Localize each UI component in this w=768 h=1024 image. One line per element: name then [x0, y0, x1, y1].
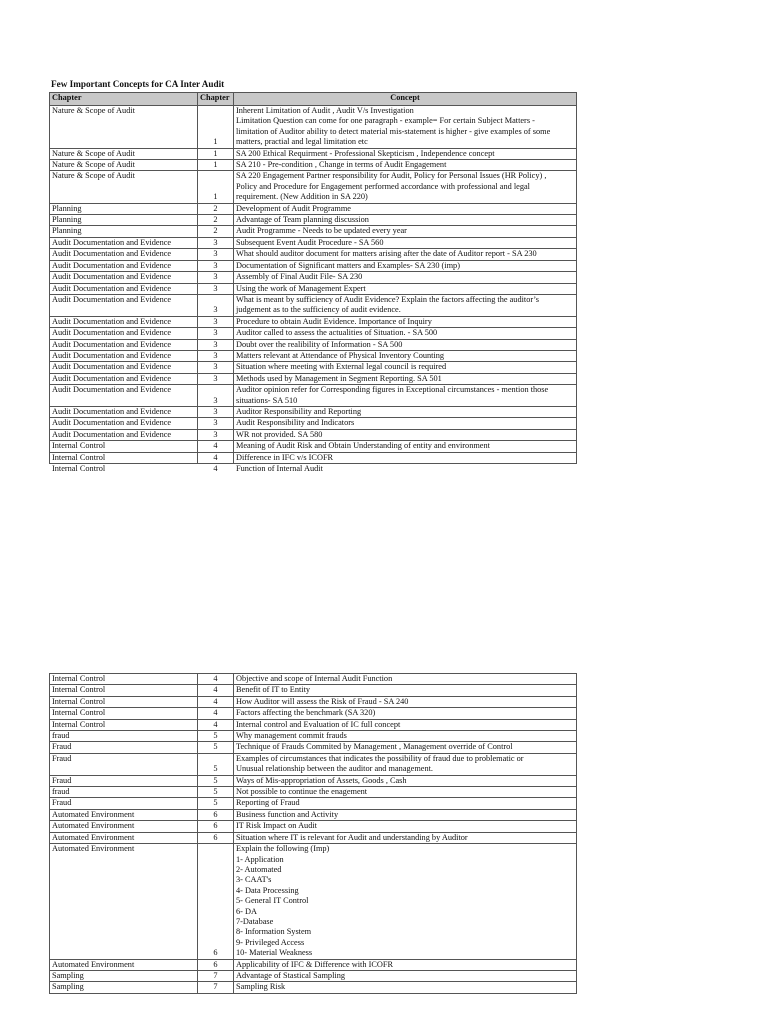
chapter-cell: Audit Documentation and Evidence — [50, 373, 198, 384]
table-row — [50, 160, 577, 171]
table-row — [50, 775, 577, 786]
document-title: Few Important Concepts for CA Inter Audit — [51, 79, 225, 89]
chapter-number-cell: 4 — [213, 464, 218, 473]
table-row — [50, 719, 577, 730]
concept-cell: Audit Programme - Needs to be updated every year — [234, 226, 577, 237]
chapter-cell: Nature & Scope of Audit — [50, 148, 198, 159]
concept-cell: Advantage of Stastical Sampling — [234, 970, 577, 981]
chapter-number-cell: 5 — [198, 742, 234, 753]
table-row — [50, 464, 577, 475]
chapter-cell: fraud — [50, 731, 198, 742]
concept-cell: Explain the following (Imp) 1- Application 2- Automated 3- CAAT's 4- Data Processing 5- General IT Control 6- DA 7-Database 8- Information System 9- Privileged Access 10- Material Weakness — [234, 844, 577, 959]
concept-cell: Factors affecting the benchmark (SA 320) — [234, 708, 577, 719]
chapter-cell: Internal Control — [50, 685, 198, 696]
table-row — [50, 798, 577, 809]
chapter-cell: Audit Documentation and Evidence — [50, 272, 198, 283]
table-row — [50, 350, 577, 361]
concept-cell: Business function and Activity — [234, 809, 577, 820]
chapter-number-cell: 5 — [198, 798, 234, 809]
concept-cell: Advantage of Team planning discussion — [234, 215, 577, 226]
table-row — [50, 203, 577, 214]
concept-cell: WR not provided. SA 580 — [234, 429, 577, 440]
chapter-cell: Fraud — [50, 775, 198, 786]
chapter-cell: Planning — [50, 203, 198, 214]
chapter-cell: Audit Documentation and Evidence — [50, 328, 198, 339]
table-row — [50, 316, 577, 327]
concept-cell: Objective and scope of Internal Audit Function — [234, 674, 577, 685]
table-row — [50, 753, 577, 775]
table-row — [50, 226, 577, 237]
table-row — [50, 821, 577, 832]
chapter-number-cell: 5 — [198, 753, 234, 775]
chapter-number-cell: 5 — [198, 731, 234, 742]
chapter-cell: Audit Documentation and Evidence — [50, 429, 198, 440]
chapter-cell: Audit Documentation and Evidence — [50, 237, 198, 248]
concept-cell: Benefit of IT to Entity — [234, 685, 577, 696]
concept-cell: Not possible to continue the enagement — [234, 787, 577, 798]
header-chapter-number: Chapter — [198, 93, 234, 106]
table-row — [50, 787, 577, 798]
chapter-number-cell: 3 — [198, 429, 234, 440]
chapter-cell: Audit Documentation and Evidence — [50, 339, 198, 350]
chapter-number-cell: 4 — [198, 708, 234, 719]
concept-cell: SA 200 Ethical Requirment - Professional Skepticism , Independence concept — [234, 148, 577, 159]
concept-cell: Applicability of IFC & Difference with ICOFR — [234, 959, 577, 970]
chapter-number-cell: 6 — [198, 809, 234, 820]
chapter-cell: Audit Documentation and Evidence — [50, 362, 198, 373]
chapter-cell: Audit Documentation and Evidence — [50, 249, 198, 260]
table-row — [50, 215, 577, 226]
table-row — [50, 171, 577, 203]
table-row — [50, 429, 577, 440]
chapter-cell: Automated Environment — [50, 844, 198, 959]
chapter-number-cell: 7 — [198, 982, 234, 993]
chapter-cell: Internal Control — [50, 674, 198, 685]
chapter-number-cell: 4 — [198, 452, 234, 463]
chapter-cell: Planning — [50, 215, 198, 226]
concept-cell: Difference in IFC v/s ICOFR — [234, 452, 577, 463]
chapter-cell: Internal Control — [50, 696, 198, 707]
chapter-number-cell: 3 — [198, 237, 234, 248]
chapter-cell: Audit Documentation and Evidence — [50, 260, 198, 271]
chapter-number-cell: 3 — [198, 316, 234, 327]
chapter-cell: Audit Documentation and Evidence — [50, 385, 198, 407]
table-row — [50, 970, 577, 981]
chapter-cell: Internal Control — [50, 441, 198, 452]
table-row — [50, 685, 577, 696]
chapter-cell: Internal Control — [50, 708, 198, 719]
chapter-number-cell: 6 — [198, 844, 234, 959]
concept-cell: SA 220 Engagement Partner responsibility for Audit, Policy for Personal Issues (HR Policy) , Policy and Procedure for Engagement performed accordance with professional and legal requirement. (New Addition in SA 220) — [234, 171, 577, 203]
chapter-cell: Audit Documentation and Evidence — [50, 316, 198, 327]
table-row — [50, 742, 577, 753]
chapter-number-cell: 5 — [198, 787, 234, 798]
table-row — [50, 844, 577, 959]
concept-cell: What is meant by sufficiency of Audit Evidence? Explain the factors affecting the auditor’s judgement as to the sufficiency of audit evidence. — [234, 294, 577, 316]
chapter-cell: Automated Environment — [50, 959, 198, 970]
chapter-number-cell: 3 — [198, 294, 234, 316]
chapter-number-cell: 4 — [198, 719, 234, 730]
concept-cell: Meaning of Audit Risk and Obtain Understanding of entity and environment — [234, 441, 577, 452]
concept-cell: Procedure to obtain Audit Evidence. Importance of Inquiry — [234, 316, 577, 327]
chapter-number-cell: 3 — [198, 362, 234, 373]
chapter-number-cell: 4 — [198, 696, 234, 707]
concept-cell: Auditor Responsibility and Reporting — [234, 406, 577, 417]
table-row — [50, 260, 577, 271]
chapter-cell: Automated Environment — [50, 832, 198, 843]
chapter-number-cell: 5 — [198, 775, 234, 786]
table-row — [50, 237, 577, 248]
concept-cell: Auditor called to assess the actualities of Situation. - SA 500 — [234, 328, 577, 339]
table-row — [50, 441, 577, 452]
concept-cell: Examples of circumstances that indicates the possibility of fraud due to problematic or Unusual relationship between the auditor and management. — [234, 753, 577, 775]
chapter-cell: Nature & Scope of Audit — [50, 106, 198, 149]
chapter-number-cell: 3 — [198, 249, 234, 260]
chapter-number-cell: 3 — [198, 418, 234, 429]
concepts-table-part-1 — [49, 92, 577, 475]
table-body-2 — [50, 674, 577, 994]
table-row — [50, 406, 577, 417]
chapter-number-cell: 6 — [198, 959, 234, 970]
chapter-cell: Nature & Scope of Audit — [50, 171, 198, 203]
concept-cell: Doubt over the realibility of Information - SA 500 — [234, 339, 577, 350]
table-row — [50, 373, 577, 384]
chapter-number-cell: 3 — [198, 406, 234, 417]
concept-cell: Using the work of Management Expert — [234, 283, 577, 294]
concept-cell: How Auditor will assess the Risk of Fraud - SA 240 — [234, 696, 577, 707]
header-chapter: Chapter — [50, 93, 198, 106]
chapter-cell: Sampling — [50, 982, 198, 993]
concept-cell: IT Risk Impact on Audit — [234, 821, 577, 832]
chapter-number-cell: 3 — [198, 272, 234, 283]
concept-cell: Inherent Limitation of Audit , Audit V/s Investigation Limitation Question can come for one paragraph - example= For certain Subject Matters - limitation of Auditor ability to detect material mis-statement is higher - give examples of some matters, practial and legal limitation etc — [234, 106, 577, 149]
chapter-cell: Sampling — [50, 970, 198, 981]
chapter-cell: Nature & Scope of Audit — [50, 160, 198, 171]
chapter-number-cell: 1 — [198, 148, 234, 159]
chapter-cell: Audit Documentation and Evidence — [50, 283, 198, 294]
chapter-number-cell: 2 — [198, 215, 234, 226]
concept-cell: Why management commit frauds — [234, 731, 577, 742]
table-row — [50, 106, 577, 149]
chapter-cell: fraud — [50, 787, 198, 798]
concept-cell: Situation where meeting with External legal council is required — [234, 362, 577, 373]
table-row — [50, 959, 577, 970]
chapter-number-cell: 4 — [198, 674, 234, 685]
chapter-cell: Audit Documentation and Evidence — [50, 294, 198, 316]
table-row — [50, 249, 577, 260]
concepts-table-part-2 — [49, 673, 577, 994]
table-header-row — [50, 93, 577, 106]
table-row — [50, 148, 577, 159]
chapter-number-cell: 2 — [198, 203, 234, 214]
table-row — [50, 328, 577, 339]
chapter-cell: Audit Documentation and Evidence — [50, 418, 198, 429]
chapter-number-cell: 3 — [198, 339, 234, 350]
concept-cell: Subsequent Event Audit Procedure - SA 560 — [234, 237, 577, 248]
table-body-1 — [50, 106, 577, 475]
chapter-number-cell: 6 — [198, 832, 234, 843]
concept-cell: Auditor opinion refer for Corresponding figures in Exceptional circumstances - mention those situations- SA 510 — [234, 385, 577, 407]
table-row — [50, 731, 577, 742]
table-row — [50, 339, 577, 350]
chapter-cell: Planning — [50, 226, 198, 237]
concept-cell: Development of Audit Programme — [234, 203, 577, 214]
table-row — [50, 708, 577, 719]
chapter-number-cell: 3 — [198, 260, 234, 271]
concept-cell: SA 210 - Pre-condition , Change in terms of Audit Engagement — [234, 160, 577, 171]
chapter-cell: Internal Control — [52, 464, 106, 473]
table-row — [50, 272, 577, 283]
table-row — [50, 832, 577, 843]
concept-cell: Reporting of Fraud — [234, 798, 577, 809]
chapter-cell: Fraud — [50, 753, 198, 775]
chapter-number-cell: 3 — [198, 283, 234, 294]
header-concept: Concept — [234, 93, 577, 106]
table-row — [50, 452, 577, 463]
chapter-number-cell: 4 — [198, 685, 234, 696]
chapter-number-cell: 3 — [198, 328, 234, 339]
chapter-cell: Audit Documentation and Evidence — [50, 406, 198, 417]
chapter-number-cell: 3 — [198, 350, 234, 361]
table-row — [50, 362, 577, 373]
concept-cell: Function of Internal Audit — [236, 464, 323, 473]
chapter-number-cell: 3 — [198, 373, 234, 384]
table-row — [50, 674, 577, 685]
table-row — [50, 385, 577, 407]
chapter-number-cell: 6 — [198, 821, 234, 832]
concept-cell: Matters relevant at Attendance of Physical Inventory Counting — [234, 350, 577, 361]
chapter-cell: Fraud — [50, 742, 198, 753]
chapter-number-cell: 7 — [198, 970, 234, 981]
concept-cell: Documentation of Significant matters and Examples- SA 230 (imp) — [234, 260, 577, 271]
concept-cell: Methods used by Management in Segment Reporting. SA 501 — [234, 373, 577, 384]
table-row — [50, 696, 577, 707]
chapter-cell: Internal Control — [50, 452, 198, 463]
concept-cell: What should auditor document for matters arising after the date of Auditor report - SA 230 — [234, 249, 577, 260]
concept-cell: Sampling Risk — [234, 982, 577, 993]
concept-cell: Assembly of Final Audit File- SA 230 — [234, 272, 577, 283]
table-row — [50, 809, 577, 820]
concept-cell: Technique of Frauds Commited by Management , Management override of Control — [234, 742, 577, 753]
chapter-cell: Fraud — [50, 798, 198, 809]
chapter-cell: Audit Documentation and Evidence — [50, 350, 198, 361]
chapter-number-cell: 2 — [198, 226, 234, 237]
concept-cell: Internal control and Evaluation of IC full concept — [234, 719, 577, 730]
table-row — [50, 283, 577, 294]
chapter-number-cell: 1 — [198, 106, 234, 149]
table-row — [50, 982, 577, 993]
chapter-number-cell: 3 — [198, 385, 234, 407]
table-row — [50, 294, 577, 316]
chapter-number-cell: 1 — [198, 171, 234, 203]
chapter-number-cell: 1 — [198, 160, 234, 171]
concept-cell: Situation where IT is relevant for Audit and understanding by Auditor — [234, 832, 577, 843]
concept-cell: Audit Responsibility and Indicators — [234, 418, 577, 429]
concept-cell: Ways of Mis-appropriation of Assets, Goods , Cash — [234, 775, 577, 786]
chapter-cell: Internal Control — [50, 719, 198, 730]
chapter-number-cell: 4 — [198, 441, 234, 452]
table-row — [50, 418, 577, 429]
chapter-cell: Automated Environment — [50, 821, 198, 832]
chapter-cell: Automated Environment — [50, 809, 198, 820]
